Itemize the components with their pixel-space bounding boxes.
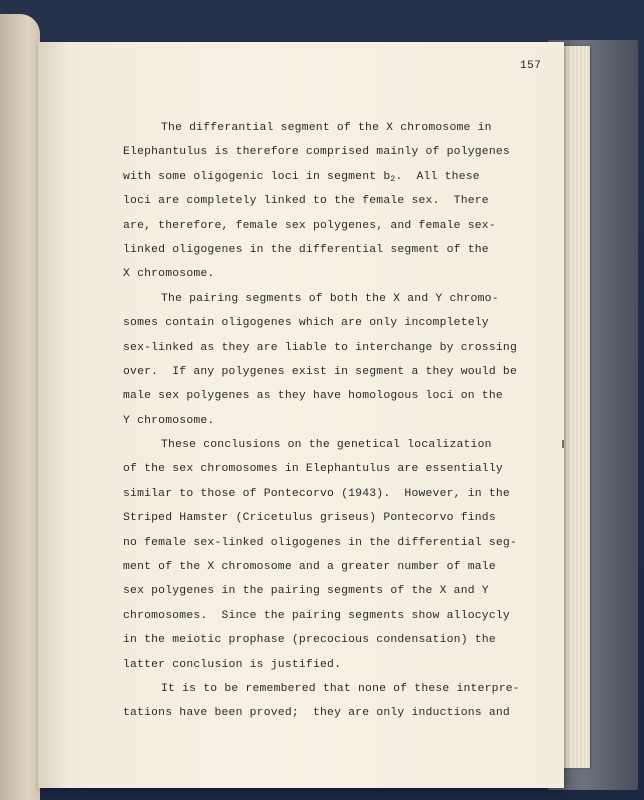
text-line — [123, 165, 553, 189]
body-text — [123, 116, 553, 726]
text-line: of the sex chromosomes in Elephantulus are essentially — [123, 463, 503, 476]
text-line: tations have been proved; they are only inductions and — [123, 707, 510, 720]
subscript: 2 — [390, 174, 396, 184]
text-line: ment of the X chromosome and a greater number of male — [123, 561, 496, 574]
text-line: male sex polygenes as they have homologous loci on the — [123, 390, 503, 403]
text-line: X chromosome. — [123, 268, 215, 281]
text-line: Striped Hamster (Cricetulus griseus) Pontecorvo finds — [123, 512, 496, 525]
text-line: somes contain oligogenes which are only incompletely — [123, 317, 489, 330]
text-line: sex-linked as they are liable to interchange by crossing — [123, 341, 517, 354]
text-line-part: . All these — [395, 170, 480, 183]
text-line: loci are completely linked to the female sex. There — [123, 195, 489, 208]
text-line: latter conclusion is justified. — [123, 658, 342, 671]
text-line: Y chromosome. — [123, 414, 215, 427]
text-line: The pairing segments of both the X and Y chromo- — [161, 292, 499, 305]
page-number: 157 — [520, 60, 542, 72]
text-line: linked oligogenes in the differential segment of the — [123, 243, 489, 256]
facing-page-edge — [0, 14, 40, 800]
text-line: Elephantulus is therefore comprised mainly of polygenes — [123, 146, 510, 159]
text-line: over. If any polygenes exist in segment a they would be — [123, 365, 517, 378]
text-line: The differantial segment of the X chromosome in — [161, 122, 492, 134]
paragraph-3 — [123, 433, 553, 677]
text-line: These conclusions on the genetical localization — [161, 439, 492, 452]
paragraph-2 — [123, 287, 553, 433]
text-line: no female sex-linked oligogenes in the differential seg- — [123, 536, 517, 549]
text-line: in the meiotic prophase (precocious condensation) the — [123, 634, 496, 647]
text-line-part: with some oligogenic loci in segment b — [123, 170, 391, 183]
text-line: It is to be remembered that none of these interpre- — [161, 682, 520, 695]
text-line: sex polygenes in the pairing segments of the X and Y — [123, 585, 489, 598]
text-line: similar to those of Pontecorvo (1943). However, in the — [123, 487, 510, 500]
text-line: are, therefore, female sex polygenes, and female sex- — [123, 219, 496, 232]
paragraph-4 — [123, 677, 553, 726]
page-mark — [562, 440, 564, 448]
paragraph-1 — [123, 116, 553, 287]
text-line: chromosomes. Since the pairing segments show allocycly — [123, 609, 510, 622]
